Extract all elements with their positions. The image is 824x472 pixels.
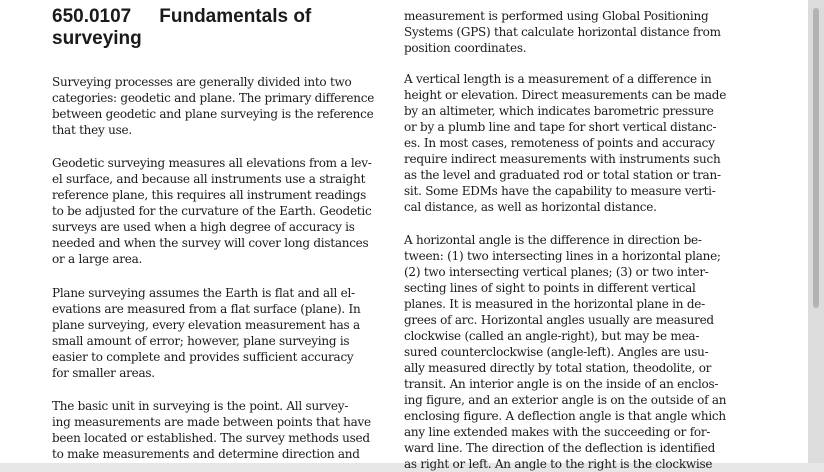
paragraph-vertical-length: A vertical length is a measurement of a difference in height or elevation. Direct measurements can be made by an altimeter, which indicates barometric pressure or by a plumb line and tape for short vertical distanc- es. In most cases, remoteness of points and accuracy require indirect measurements with instruments such as the level and graduated rod or total station or tran- sit. Some EDMs have the capability to measure verti- cal distance, as well as horizontal distance. — [404, 72, 727, 214]
paragraph-geodetic-surveying: Geodetic surveying measures all elevations from a lev- el surface, and because all instruments use a straight reference plane, this requires all instrument readings to be adjusted for the curvature of the Earth. Geodetic surveys are used when a high degree of accuracy is needed and when the survey will cover long distances or a large area. — [52, 156, 372, 266]
paragraph-basic-unit: The basic unit in surveying is the point. All survey- ing measurements are made between points that have been located or established. The survey methods used to make measurements and determine direction and — [52, 399, 371, 461]
paragraph-horizontal-angle: A horizontal angle is the difference in direction be- tween: (1) two intersecting lines in a horizontal plane; (2) two intersecting vertical planes; (3) or two inter- secting lines of sight to points in different vertical planes. It is measured in the horizontal plane in de- grees of arc. Horizontal angles usually are measured clockwise (called an angle-right), but may be mea- sured counterclockwise (angle-left). Angles are usu- ally measured directly by total station, theodolite, or transit. An interior angle is on the inside of an enclos- ing figure, and an exterior angle is on the outside of an enclosing figure. A deflection angle is that angle which any line extended makes with the succeeding or for- ward line. The direction of the deflection is identified as right or left. An angle to the right is the clockwise — [404, 233, 727, 471]
scrollbar-thumb[interactable] — [813, 8, 819, 308]
paragraph-survey-categories: Surveying processes are generally divided into two categories: geodetic and plane. The primary difference between geodetic and plane surveying is the reference that they use. — [52, 75, 375, 137]
section-title-line2: surveying — [52, 28, 142, 49]
section-title-line1: Fundamentals of — [159, 6, 312, 27]
paragraph-plane-surveying: Plane surveying assumes the Earth is flat and all el- evations are measured from a flat surface (plane). In plane surveying, every elevation measurement has a small amount of error; however, plane surveying is easier to complete and provides sufficient accuracy for smaller areas. — [52, 286, 361, 380]
section-number: 650.0107 — [52, 6, 132, 27]
paragraph-gps-measurement: measurement is performed using Global Positioning Systems (GPS) that calculate horizontal distance from position coordinates. — [404, 9, 721, 55]
section-heading — [52, 6, 311, 50]
vertical-scrollbar[interactable] — [808, 0, 824, 463]
